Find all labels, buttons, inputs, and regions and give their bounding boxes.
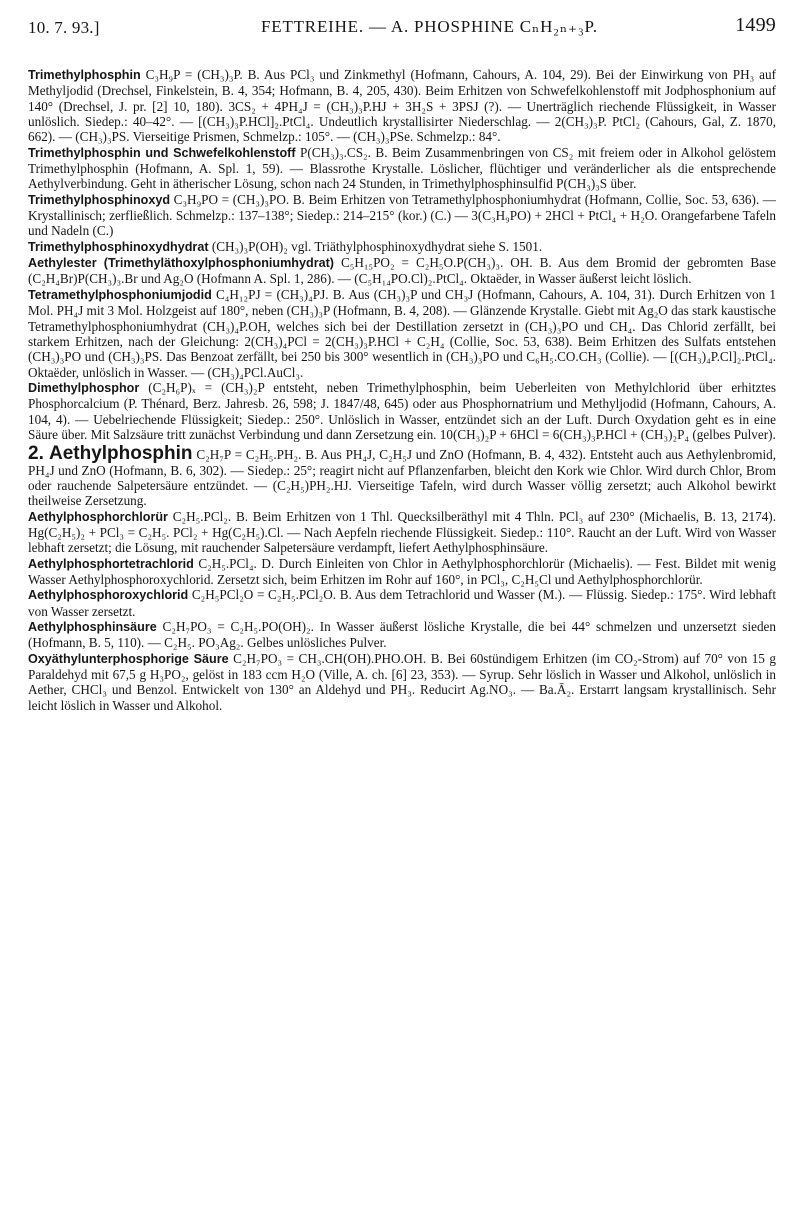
entry-text: C₂H₇P = C₂H₅.PH₂. B. Aus PH₄J, C₂H₅J und ZnO (Hofmann, B. 4, 432). Entsteht auch aus Aethylenbromid, PH₄J und ZnO (Hofmann, B. 6, 302). — Siedep.: 25°; reagirt nicht auf Pflanzenfarben, bleicht den Kork wie Chlor. Wird durch Chlor, Brom oder rauchende Salpetersäure entzündet. — (C₂H₅)PH₂.HJ. Vierseitige Tafeln, wird durch Wasser völlig zersetzt; auch Alkohol bewirkt theilweise Zersetzung. [28, 447, 777, 509]
entry-dimethylphosphor [28, 380, 776, 442]
entry-text: C₃H₉PO = (CH₃)₃PO. B. Beim Erhitzen von Tetramethylphosphoniumhydrat (Hofmann, Collie, Soc. 53, 636). — Krystallinisch; zerfließlich. Schmelzp.: 137–138°; Siedep.: 214–215° (kor.) (C.) — 3(C₃H₉PO) + 2HCl + PtCl₄ + H₂O. Orangefarbene Tafeln und Nadeln (C.) [28, 191, 776, 239]
entry-trimethylphosphinoxydhydrat [28, 239, 776, 255]
entry-text: C₃H₉P = (CH₃)₃P. B. Aus PCl₃ und Zinkmethyl (Hofmann, Cahours, A. 104, 29). Bei der Einwirkung von PH₃ auf Methyljodid (Drechsel, Finkelstein, B. 4, 354; Hofmann, B. 4, 205, 430). Beim Erhitzen von Schwefelkohlenstoff mit Jodphosphonium auf 140° (Drechsel, J. pr. [2] 10, 180). 3CS₂ + 4PH₄J = (CH₃)₃P.HJ + 3H₂S + 3PSJ (?). — Unerträglich riechende Flüssigkeit, in Wasser unlöslich. Siedep.: 40–42°. — [(CH₃)₃P.HCl]₂.PtCl₄. Undeutlich krystallisirter Niederschlag. — 2(CH₃)₃P. PtCl₂ (Cahours, Gal, Z. 1870, 662). — (CH₃)₃PS. Vierseitige Prismen, Schmelzp.: 105°. — (CH₃)₃PSe. Schmelzp.: 84°. [28, 67, 776, 145]
entry-text: C₂H₅.PCl₂. B. Beim Erhitzen von 1 Thl. Quecksilberäthyl mit 4 Thln. PCl₃ auf 230° (Michaelis, B. 13, 2174). Hg(C₂H₅)₂ + PCl₃ = C₂H₅. PCl₂ + Hg(C₂H₅).Cl. — Nach Aepfeln riechende Flüssigkeit. Siedep.: 110°. Raucht an der Luft. Wird von Wasser lebhaft zersetzt; die Lösung, mit rauchender Salpetersäure verdampft, liefert Aethylphosphinsäure. [28, 508, 776, 556]
entry-trimethylphosphin [28, 67, 776, 145]
entry-text: C₂H₇PO₃ = C₂H₅.PO(OH)₂. In Wasser äußerst lösliche Krystalle, die bei 44° schmelzen und unzersetzt sieden (Hofmann, B. 5, 110). — C₂H₅. PO₃Ag₂. Gelbes unlösliches Pulver. [28, 619, 776, 651]
section-aethylphosphin [28, 443, 777, 509]
header-date: 10. 7. 93.] [28, 18, 100, 37]
entry-heading: Aethylester (Trimethyläthoxylphosphoniumhydrat) [28, 256, 334, 271]
entry-text: C₅H₁₅PO₂ = C₂H₅O.P(CH₃)₃. OH. B. Aus dem Bromid der gebromten Base (C₂H₄Br)P(CH₃)₃.Br und Ag₂O (Hofmann A. Spl. 1, 286). — (C₅H₁₄PO.Cl)₂.PtCl₄. Oktaëder, in Wasser äußerst leicht löslich. [28, 255, 776, 287]
entry-heading: Aethylphosphorchlorür [28, 509, 168, 524]
entry-heading: Tetramethylphosphoniumjodid [28, 287, 212, 302]
entry-trimethylphosphin-cs2 [28, 145, 776, 192]
entry-tetramethylphosphoniumjodid [28, 287, 776, 380]
entry-text: C₂H₅PCl₂O = C₂H₅.PCl₂O. B. Aus dem Tetrachlorid und Wasser (M.). — Flüssig. Siedep.: 175°. Wird lebhaft von Wasser zersetzt. [28, 587, 776, 619]
entry-text: (C₂H₆P)ₓ = (CH₃)₂P entsteht, neben Trimethylphosphin, beim Ueberleiten von Methylchlorid über erhitztes Phosphorcalcium (P. Thénard, Berz. Jahresb. 26, 598; J. 1847/48, 645) oder aus Phosphornatrium und Methyljodid (Hofmann, Cahours, A. 104, 4). — Uebelriechende Flüssigkeit; Siedep.: 250°. Unlöslich in Wasser, entzündet sich an der Luft. Durch Oxydation geht es in eine Säure über. Mit Salzsäure tritt zunächst Verbindung und dann Zersetzung ein. 10(CH₃)₂P + 6HCl = 6(CH₃)₃P.HCl + (CH₃)₂P₄ (gelbes Pulver). [28, 379, 776, 442]
page-number: 1499 [735, 14, 776, 36]
entry-text: P(CH₃)₃.CS₂. B. Beim Zusammenbringen von CS₂ mit freiem oder in Alkohol gelöstem Trimethylphosphin (Hofmann, A. Spl. 1, 59). — Blassrothe Krystalle. Löslicher, flüchtiger und veränderlicher als die entsprechende Aethylverbindung. Geht in ätherischer Lösung, schon nach 24 Stunden, in Trimethylphosphinsulfid P(CH₃)₃S über. [28, 144, 776, 192]
entry-heading: Aethylphosphinsäure [28, 620, 157, 635]
entry-heading: Aethylphosphoroxychlorid [28, 588, 189, 603]
entry-aethylphosphortetrachlorid [28, 556, 776, 588]
entry-aethylphosphorchloruer [28, 509, 776, 556]
entry-text: C₂H₅.PCl₄. D. Durch Einleiten von Chlor in Aethylphosphorchlorür (Michaelis). — Fest. Bildet mit wenig Wasser Aethylphosphoroxychlorid. Zersetzt sich, beim Erhitzen im Rohr auf 160°, in PCl₃, C₂H₅Cl und Aethylphosphorchlorür. [28, 555, 776, 587]
entry-heading: Dimethylphosphor [28, 380, 140, 395]
body-text [28, 67, 776, 713]
entry-text: C₂H₇PO₃ = CH₃.CH(OH).PHO.OH. B. Bei 60stündigem Erhitzen (im CO₂-Strom) auf 70° von 15 g Paraldehyd mit 67,5 g H₃PO₂, gelöst in 183 ccm H₂O (Ville, A. ch. [6] 23, 353). — Syrup. Sehr löslich in Wasser und Alkohol, unlöslich in Aether, CHCl₃ und Benzol. Entwickelt von 130° an Aldehyd und PH₃. Reducirt Ag.NO₃. — Ba.Ā₂. Erstarrt langsam krystallinisch. Sehr leicht löslich in Wasser und Alkohol. [28, 650, 776, 713]
entry-heading: Trimethylphosphinoxydhydrat [28, 239, 209, 254]
entry-aethylphosphinsaeure [28, 619, 776, 651]
entry-text: C₄H₁₂PJ = (CH₃)₄PJ. B. Aus (CH₃)₃P und CH₃J (Hofmann, Cahours, A. 104, 31). Durch Erhitzen von 1 Mol. PH₄J mit 3 Mol. Holzgeist auf 180°, neben (CH₃)₃P (Hofmann, B. 4, 208). — Glänzende Krystalle. Giebt mit Ag₂O das stark kaustische Tetramethylphosphoniumhydrat (CH₃)₄P.OH, welches sich bei der Destillation zersetzt in (CH₃)₃PO und CH₄. Das Chlorid zerfällt, bei starkem Erhitzen, nach der Gleichung: 2(CH₃)₄PCl = 2(CH₃)₃P.HCl + C₂H₄ (Collie, Soc. 53, 638). Beim Erhitzen des Sulfats entstehen (CH₃)₃PO und (CH₃)₃PS. Das Benzoat zerfällt, bei 250 bis 300° wesentlich in (CH₃)₃PO und C₆H₅.CO.CH₃ (Collie). — [(CH₃)₄P.Cl]₂.PtCl₄. Oktaëder, unlöslich in Wasser. — (CH₃)₄PCl.AuCl₃. [28, 286, 776, 380]
entry-heading: Aethylphosphortetrachlorid [28, 556, 194, 571]
header-title: FETTREIHE. — A. PHOSPHINE CₙH₂ₙ₊₃P. [261, 17, 598, 36]
page [28, 10, 776, 713]
entry-trimethylphosphinoxyd [28, 192, 776, 239]
entry-text: (CH₃)₃P(OH)₂ vgl. Triäthylphosphinoxydhydrat siehe S. 1501. [208, 238, 543, 254]
entry-heading: Oxyäthylunterphosphorige Säure [28, 651, 229, 666]
entry-oxyaethylunterphosphorige-saeure [28, 651, 776, 713]
entry-aethylphosphoroxychlorid [28, 587, 776, 619]
entry-heading: Trimethylphosphin [28, 68, 141, 82]
entry-aethylester [28, 255, 776, 287]
entry-heading: Trimethylphosphin und Schwefelkohlenstoff [28, 145, 296, 160]
entry-heading: Trimethylphosphinoxyd [28, 192, 171, 207]
running-header [28, 10, 776, 44]
section-heading: 2. Aethylphosphin [28, 443, 193, 465]
